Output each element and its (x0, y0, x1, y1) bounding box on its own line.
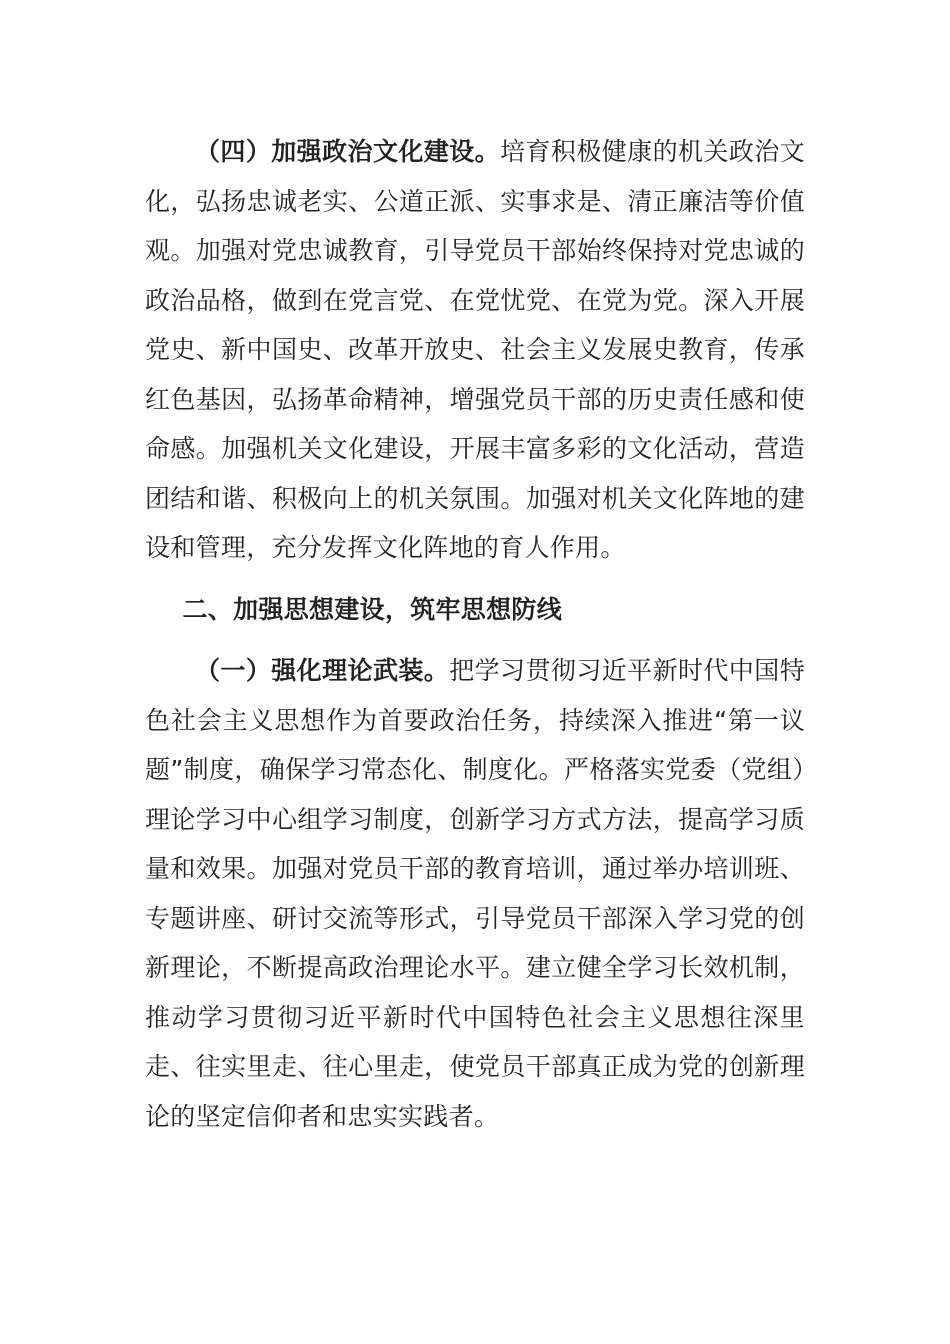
paragraph-lead-political-culture: （四）加强政治文化建设。 (195, 137, 501, 166)
paragraph-theory-armament (145, 646, 805, 1141)
document-body (145, 127, 805, 1141)
paragraph-lead-theory-armament: （一）强化理论武装。 (195, 656, 450, 685)
paragraph-text-political-culture: 培育积极健康的机关政治文化，弘扬忠诚老实、公道正派、实事求是、清正廉洁等价值观。加强对党忠诚教育，引导党员干部始终保持对党忠诚的政治品格，做到在党言党、在党忧党、在党为党。深入开展党史、新中国史、改革开放史、社会主义发展史教育，传承红色基因，弘扬革命精神，增强党员干部的历史责任感和使命感。加强机关文化建设，开展丰富多彩的文化活动，营造团结和谐、积极向上的机关氛围。加强对机关文化阵地的建设和管理，充分发挥文化阵地的育人作用。 (145, 137, 805, 562)
section-heading-ideological: 二、加强思想建设，筑牢思想防线 (182, 594, 563, 624)
paragraph-text-theory-armament: 把学习贯彻习近平新时代中国特色社会主义思想作为首要政治任务，持续深入推进“第一议题”制度，确保学习常态化、制度化。严格落实党委（党组）理论学习中心组学习制度，创新学习方式方法，提高学习质量和效果。加强对党员干部的教育培训，通过举办培训班、专题讲座、研讨交流等形式，引导党员干部深入学习党的创新理论，不断提高政治理论水平。建立健全学习长效机制，推动学习贯彻习近平新时代中国特色社会主义思想往深里走、往实里走、往心里走，使党员干部真正成为党的创新理论的坚定信仰者和忠实实践者。 (145, 656, 805, 1131)
paragraph-political-culture (145, 127, 805, 573)
